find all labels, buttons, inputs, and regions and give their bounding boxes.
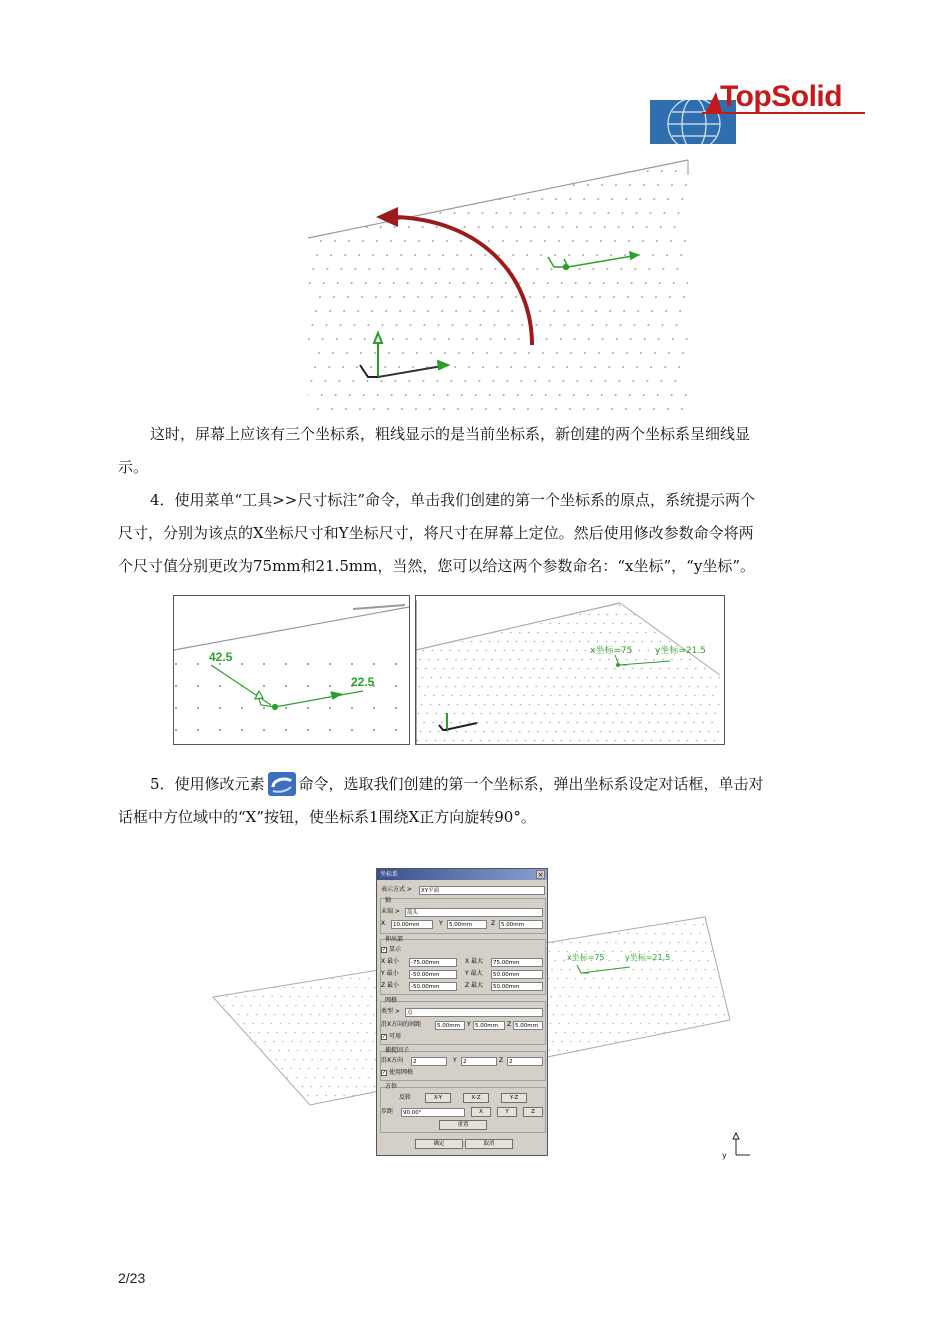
step-field[interactable]: 90.00° — [401, 1108, 465, 1117]
p2-line3: 个尺寸值分别更改为75mm和21.5mm，当然，您可以给这两个参数命名：“x坐标”，“y坐标”。 — [118, 557, 755, 575]
axis-x-label: X — [381, 920, 386, 927]
param-y-label: y坐标=21.5 — [655, 646, 706, 656]
dim-label-right: 22.5 — [351, 675, 375, 689]
display-mode-label: 表示方式 > — [381, 886, 412, 893]
rotate-x-button[interactable]: X — [471, 1107, 491, 1117]
snap-group-label: 捕捉因子 — [385, 1047, 410, 1054]
ymin-label: Y 最小 — [381, 970, 399, 977]
p1-line2: 示。 — [118, 458, 149, 476]
spacing-x-field[interactable]: 5.00mm — [435, 1021, 465, 1030]
type-select[interactable]: 点 — [405, 1008, 543, 1017]
enable-check-icon: ✓ — [382, 1033, 387, 1040]
axis-y-label: Y — [439, 920, 443, 927]
dim-label-left: 42.5 — [209, 650, 233, 664]
extent-group-label: 伸出部 — [385, 936, 404, 943]
axis-z-field[interactable]: 5.00mm — [499, 920, 543, 929]
xy-button[interactable]: X-Y — [425, 1093, 451, 1103]
xmin-label: X 最小 — [381, 958, 400, 965]
ymin-field[interactable]: -50.00mm — [409, 970, 457, 979]
snap-y-field[interactable]: 2 — [461, 1057, 497, 1066]
snap-y-label: Y — [453, 1057, 457, 1064]
use-grid-label: 使用网格 — [389, 1069, 414, 1076]
fig3-y-label: y坐标=21.5 — [625, 953, 671, 962]
show-checkbox[interactable] — [381, 945, 401, 955]
snap-x-label: 沿X方向 — [381, 1057, 404, 1064]
reset-button[interactable]: 重置 — [439, 1120, 487, 1130]
zmax-label: Z 最大 — [465, 982, 484, 989]
figure-2-right-named-params — [415, 595, 725, 745]
zmin-label: Z 最小 — [381, 982, 400, 989]
display-mode-select[interactable]: XY平面 — [419, 886, 545, 895]
p3-line1-a: 5．使用修改元素 — [150, 775, 265, 793]
paragraph-2 — [118, 484, 822, 583]
zmin-field[interactable]: -50.00mm — [409, 982, 457, 991]
spacing-y-field[interactable]: 5.00mm — [473, 1021, 505, 1030]
use-grid-checkbox[interactable] — [381, 1068, 413, 1078]
spacing-z-field[interactable]: 5.00mm — [513, 1021, 543, 1030]
p3-line1-b: 命令，选取我们创建的第一个坐标系，弹出坐标系设定对话框，单击对 — [298, 775, 764, 793]
snap-x-field[interactable]: 2 — [411, 1057, 447, 1066]
logo-text: TopSolid — [720, 80, 843, 113]
param-x-label: x坐标=75 — [590, 646, 633, 656]
figure-2-left-dimensions — [173, 595, 410, 745]
spacing-z-label: Z — [507, 1021, 512, 1028]
orientation-group-label: 方位 — [385, 1083, 398, 1090]
svg-text:y: y — [722, 1151, 727, 1160]
end-label: 末端 > — [381, 908, 400, 915]
close-icon[interactable]: × — [537, 871, 544, 879]
xmin-field[interactable]: -75.00mm — [409, 958, 457, 967]
ymax-label: Y 最大 — [465, 970, 483, 977]
snap-z-label: Z — [499, 1057, 504, 1064]
paragraph-3 — [118, 768, 822, 834]
p2-line2: 尺寸，分别为该点的X坐标尺寸和Y坐标尺寸，将尺寸在屏幕上定位。然后使用修改参数命令将两 — [118, 524, 754, 542]
spacing-y-label: Y — [467, 1021, 471, 1028]
grid-group-label: 网格 — [385, 997, 398, 1004]
reverse-label: 反转 — [399, 1094, 412, 1101]
ok-button[interactable]: 确定 — [415, 1139, 463, 1149]
end-select[interactable]: 箭头 — [405, 908, 543, 917]
dialog-title-bar — [377, 869, 547, 880]
axis-y-field[interactable]: 5.00mm — [447, 920, 487, 929]
spacing-label: 沿X方向的间距 — [381, 1021, 422, 1028]
use-grid-check-icon: ✓ — [382, 1069, 387, 1076]
p1-line1: 这时，屏幕上应该有三个坐标系，粗线显示的是当前坐标系，新创建的两个坐标系呈细线显 — [150, 425, 751, 443]
xz-button[interactable]: X-Z — [463, 1093, 489, 1103]
step-label: 步距 — [381, 1108, 394, 1115]
axis-group-label: 轴 — [385, 897, 392, 904]
axis-z-label: Z — [491, 920, 496, 927]
zmax-field[interactable]: 50.00mm — [491, 982, 543, 991]
xmax-label: X 最大 — [465, 958, 484, 965]
p3-line2: 话框中方位域中的“X”按钮，使坐标系1围绕X正方向旋转90°。 — [118, 808, 536, 826]
show-label: 显示 — [389, 946, 402, 953]
coordinate-system-dialog — [376, 868, 548, 1156]
rotate-y-button[interactable]: Y — [497, 1107, 517, 1117]
topsolid-logo — [650, 82, 865, 144]
snap-z-field[interactable]: 2 — [507, 1057, 543, 1066]
p2-line1: 4．使用菜单“工具>>尺寸标注”命令，单击我们创建的第一个坐标系的原点，系统提示两个 — [150, 491, 756, 509]
yz-button[interactable]: Y-Z — [501, 1093, 527, 1103]
show-check-icon: ✓ — [382, 946, 387, 953]
fig3-x-label: x坐标=75 — [567, 953, 605, 962]
page-number: 2/23 — [118, 1270, 146, 1286]
enable-checkbox[interactable] — [381, 1032, 401, 1042]
enable-label: 可用 — [389, 1033, 402, 1040]
paragraph-1 — [118, 418, 822, 484]
type-label: 类型 > — [381, 1008, 400, 1015]
axis-x-field[interactable]: 10.00mm — [391, 920, 433, 929]
dialog-title: 坐标系 — [380, 871, 399, 878]
cancel-button[interactable]: 取消 — [465, 1139, 513, 1149]
xmax-field[interactable]: 75.00mm — [491, 958, 543, 967]
figure-1-coordinate-systems — [300, 155, 700, 425]
ymax-field[interactable]: 50.00mm — [491, 970, 543, 979]
rotate-z-button[interactable]: Z — [523, 1107, 543, 1117]
modify-element-icon — [267, 771, 297, 797]
